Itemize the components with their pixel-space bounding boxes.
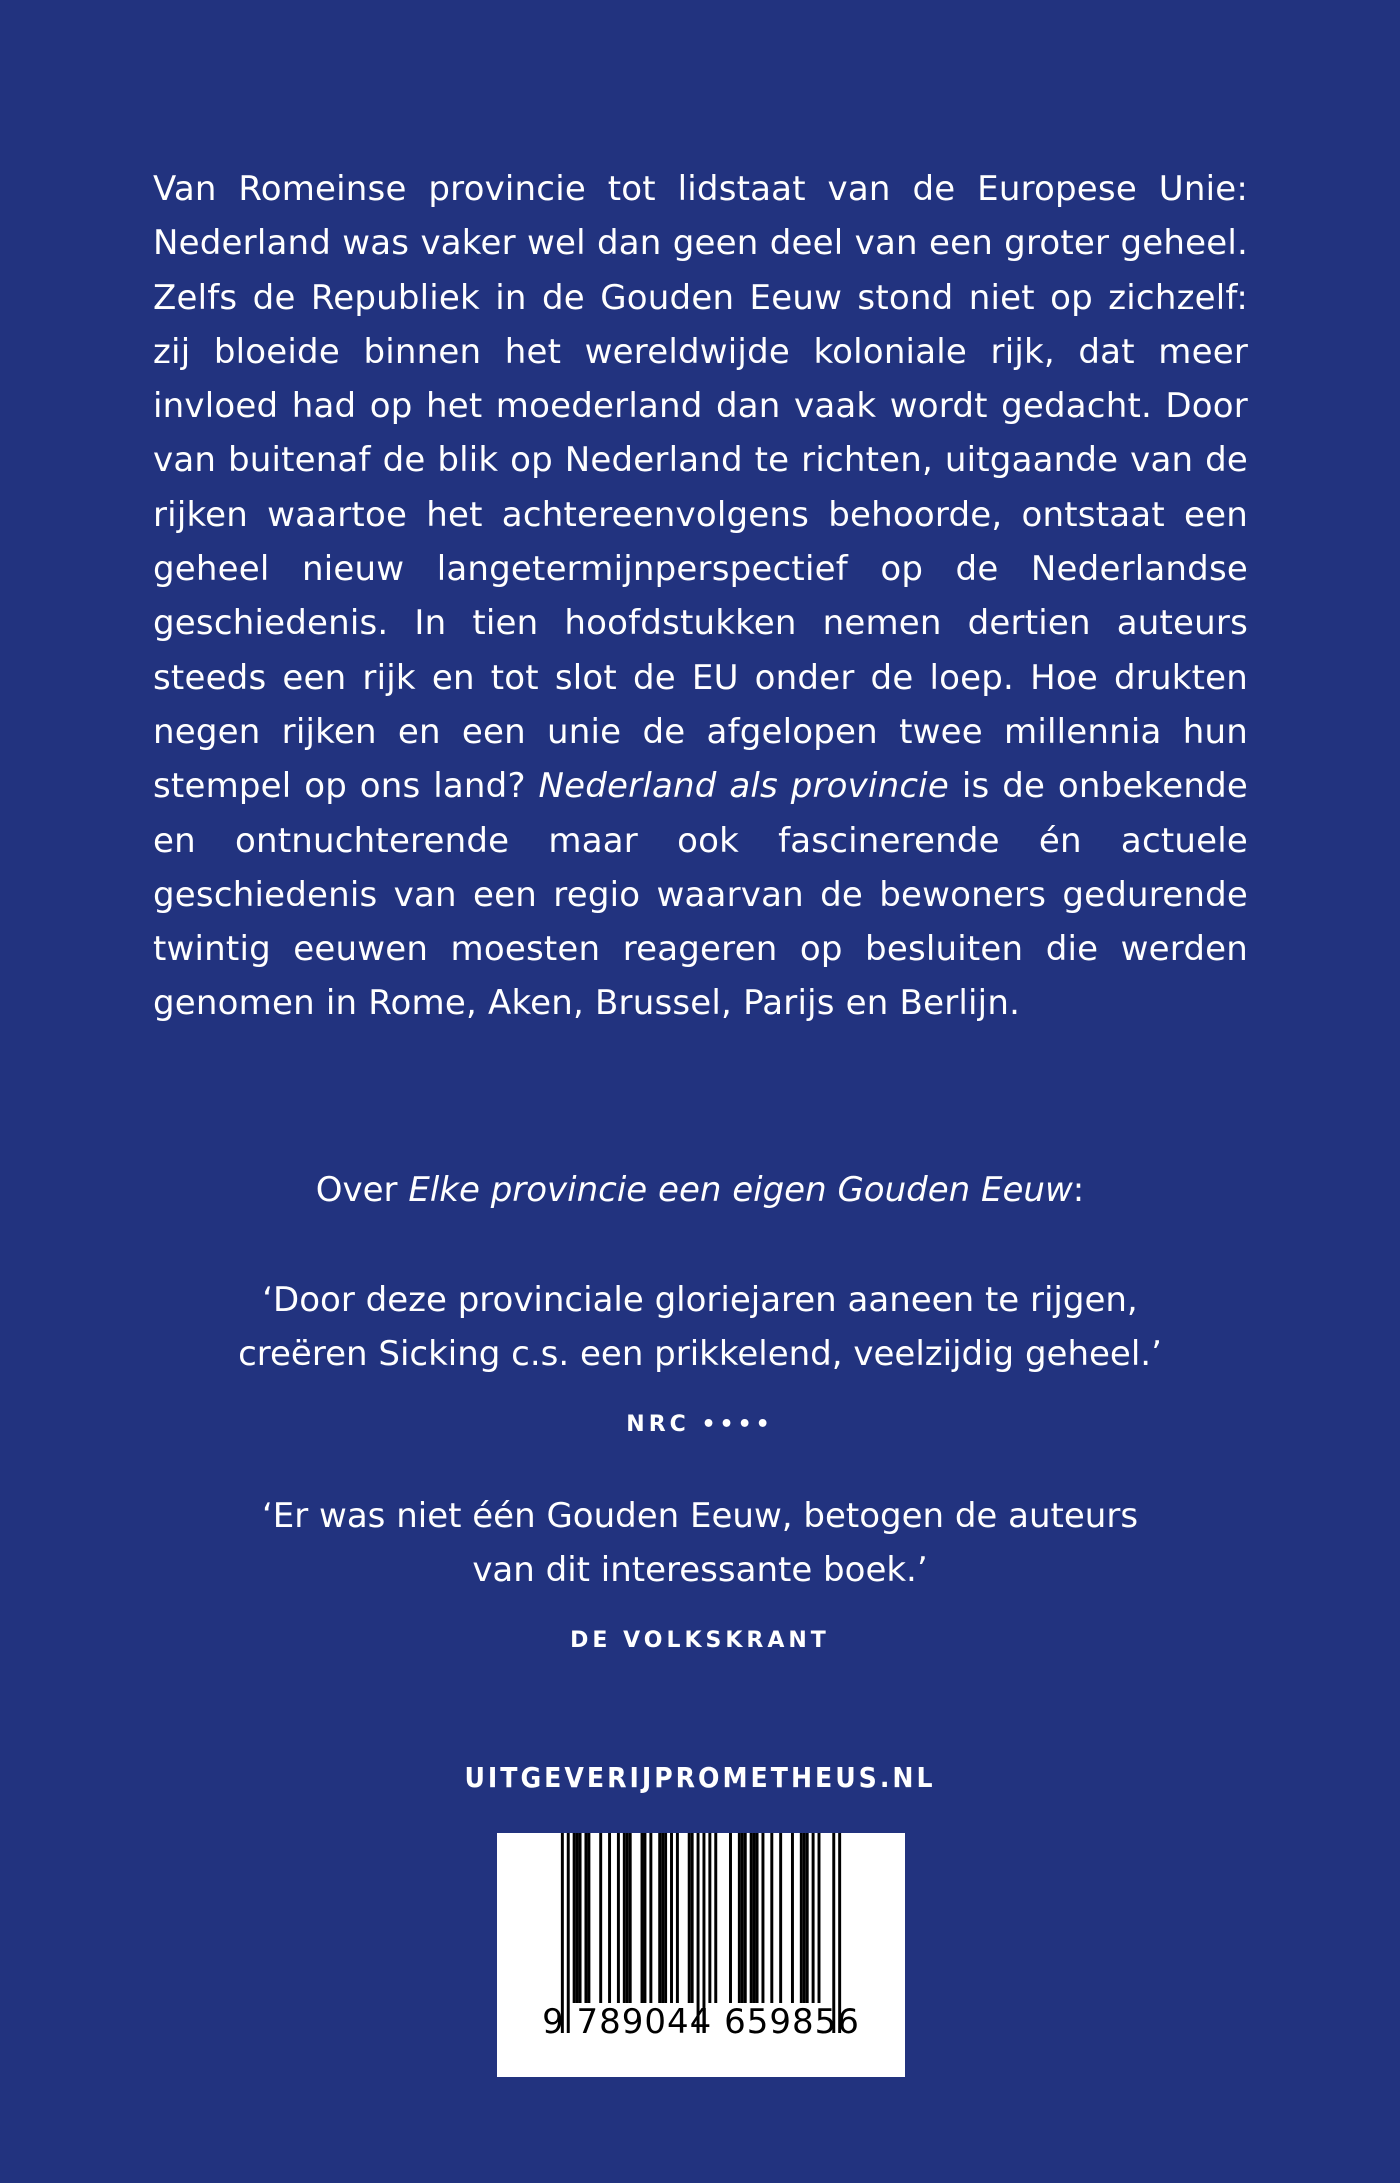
barcode-bar bbox=[714, 1833, 717, 2003]
isbn-barcode bbox=[497, 1833, 905, 2077]
publisher-website: UITGEVERIJPROMETHEUS.NL bbox=[464, 1761, 936, 1794]
blurb-part-2: is de onbekende en ontnuchterende maar ook fascinerende én actuele geschiedenis van een regio waarvan de bewoners gedurende twintig eeuwen moesten reageren op besluiten die werden genomen in Rome, Aken, Brussel, Parijs en Berlijn. bbox=[153, 766, 1248, 1024]
barcode-bar bbox=[791, 1833, 794, 2003]
blurb-part-1: Van Romeinse provincie tot lidstaat van de Europese Unie: Nederland was vaker wel dan geen deel van een groter geheel. Zelfs de Republiek in de Gouden Eeuw stond niet op zichzelf: zij bloeide binnen het wereldwijde koloniale rijk, dat meer invloed had op het moederland dan vaak wordt gedacht. Door van buitenaf de blik op Nederland te richten, uitgaande van de rijken waartoe het achtereenvolgens behoorde, ontstaat een geheel nieuw langetermijnperspectief op de Nederlandse geschiedenis. In tien hoofdstukken nemen dertien auteurs steeds een rijk en tot slot de EU onder de loep. Hoe drukten negen rijken en een unie de afgelopen twee millennia hun stempel op ons land? bbox=[153, 169, 1248, 807]
barcode-bar bbox=[626, 1833, 629, 2003]
barcode-bar bbox=[779, 1833, 782, 2003]
reviews-intro bbox=[0, 1163, 1400, 1217]
review-quote-2 bbox=[0, 1489, 1400, 1597]
barcode-bar bbox=[800, 1833, 803, 2003]
barcode-bar bbox=[729, 1833, 732, 2003]
book-title: Nederland als provincie bbox=[538, 766, 950, 807]
quote-line: creëren Sicking c.s. een prikkelend, veelzijdig geheel.’ bbox=[238, 1334, 1162, 1374]
barcode-bar bbox=[664, 1833, 667, 2003]
barcode-bar bbox=[806, 1833, 809, 2003]
barcode-bar bbox=[617, 1833, 620, 2003]
blurb-text bbox=[153, 162, 1248, 1031]
barcode-number: 9 789044 659856 bbox=[542, 2002, 860, 2042]
reviews-intro-prefix: Over bbox=[315, 1170, 409, 1210]
barcode-bar bbox=[676, 1833, 679, 2003]
review-source-1: NRC •••• bbox=[626, 1412, 774, 1437]
barcode-bar bbox=[670, 1833, 673, 2003]
barcode-bar bbox=[641, 1833, 644, 2003]
barcode-bar bbox=[608, 1833, 611, 2003]
barcode-bar bbox=[750, 1833, 753, 2003]
barcode-bar bbox=[643, 1833, 646, 2003]
barcode-bar bbox=[744, 1833, 747, 2003]
quote-line: ‘Door deze provinciale gloriejaren aaneen te rijgen, bbox=[262, 1280, 1138, 1320]
barcode-bar bbox=[818, 1833, 821, 2003]
barcode-bar bbox=[691, 1833, 694, 2003]
barcode-bar bbox=[623, 1833, 626, 2003]
barcode-bar bbox=[587, 1833, 590, 2003]
barcode-bar bbox=[573, 1833, 576, 2003]
barcode-bar bbox=[629, 1833, 632, 2003]
reviews-intro-suffix: : bbox=[1072, 1170, 1085, 1210]
barcode-bar bbox=[599, 1833, 602, 2003]
barcode-bar bbox=[576, 1833, 579, 2003]
barcode-bar bbox=[803, 1833, 806, 2003]
barcode-bar bbox=[753, 1833, 756, 2003]
barcode-bar bbox=[761, 1833, 764, 2003]
quote-line: ‘Er was niet één Gouden Eeuw, betogen de auteurs bbox=[261, 1496, 1139, 1536]
barcode-bar bbox=[738, 1833, 741, 2003]
previous-book-title: Elke provincie een eigen Gouden Eeuw bbox=[408, 1170, 1073, 1210]
barcode-bar bbox=[741, 1833, 744, 2003]
barcode-bar bbox=[661, 1833, 664, 2003]
barcode-bar bbox=[708, 1833, 711, 2003]
review-source-2: DE VOLKSKRANT bbox=[570, 1628, 830, 1653]
quote-line: van dit interessante boek.’ bbox=[472, 1550, 928, 1590]
barcode-bar bbox=[579, 1833, 582, 2003]
barcode-bar bbox=[584, 1833, 587, 2003]
review-quote-1 bbox=[0, 1273, 1400, 1381]
barcode-bar bbox=[658, 1833, 661, 2003]
barcode-bar bbox=[649, 1833, 652, 2003]
barcode-bar bbox=[770, 1833, 773, 2003]
barcode-bar bbox=[756, 1833, 759, 2003]
barcode-bar bbox=[812, 1833, 815, 2003]
barcode-bar bbox=[688, 1833, 691, 2003]
